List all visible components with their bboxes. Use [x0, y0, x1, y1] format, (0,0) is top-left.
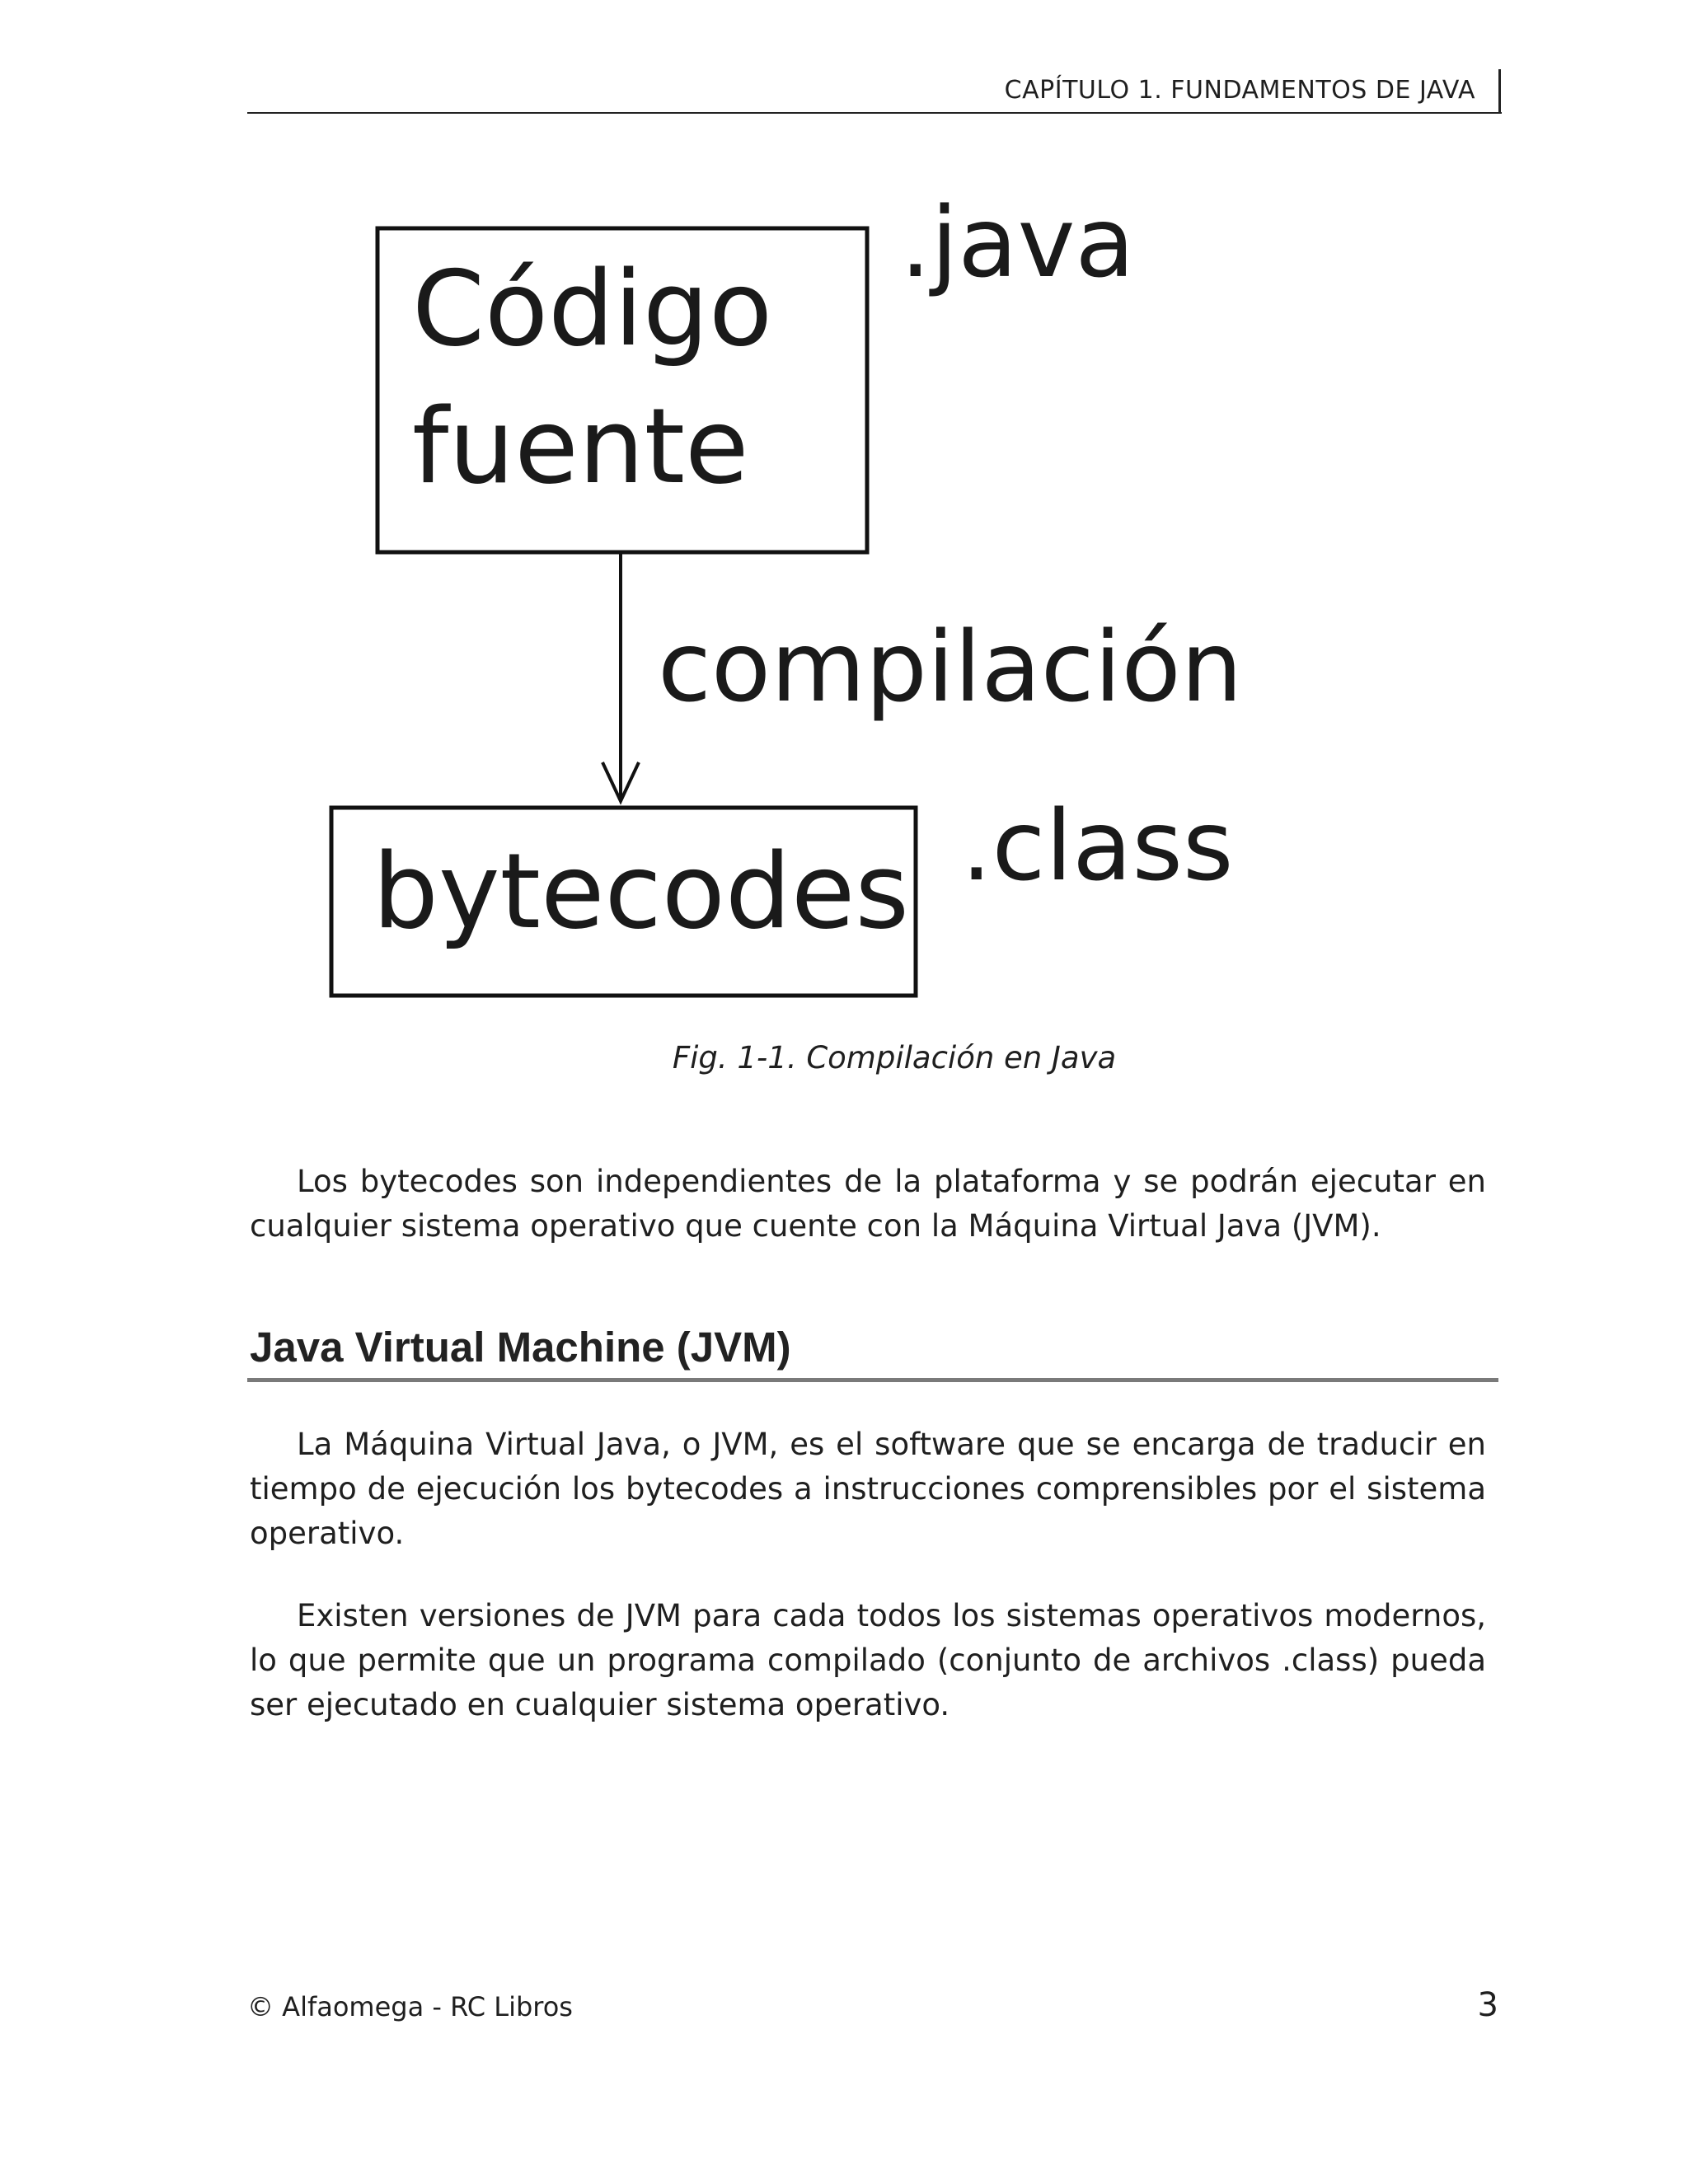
java-extension-label: .java — [900, 185, 1135, 299]
bytecodes-box-label: bytecodes — [373, 831, 909, 952]
compilation-label: compilación — [658, 610, 1243, 724]
footer-publisher: © Alfaomega - RC Libros — [247, 1991, 573, 2022]
paragraph-jvm-definition: La Máquina Virtual Java, o JVM, es el software que se encarga de traducir en tiempo de ejecución los bytecodes a instrucciones comprensibles por el sistema operativo. — [250, 1427, 1486, 1551]
figure-caption: Fig. 1-1. Compilación en Java — [672, 1040, 1117, 1076]
source-box-line1: Código — [412, 248, 773, 369]
page-number: 3 — [1477, 1986, 1498, 2024]
running-header: CAPÍTULO 1. FUNDAMENTOS DE JAVA — [1004, 76, 1475, 105]
class-extension-label: .class — [961, 789, 1234, 902]
source-box-line2: fuente — [412, 386, 749, 507]
section-heading-jvm: Java Virtual Machine (JVM) — [250, 1324, 791, 1371]
paragraph-bytecodes: Los bytecodes son independientes de la plataforma y se podrán ejecutar en cualquier sistema operativo que cuente con la Máquina Virtual Java (JVM). — [250, 1164, 1486, 1244]
paragraph-jvm-versions: Existen versiones de JVM para cada todos los sistemas operativos modernos, lo que permite que un programa compilado (conjunto de archivos .class) pueda ser ejecutado en cualquier sistema operativo. — [250, 1598, 1486, 1722]
section-heading-rule — [247, 1378, 1498, 1382]
